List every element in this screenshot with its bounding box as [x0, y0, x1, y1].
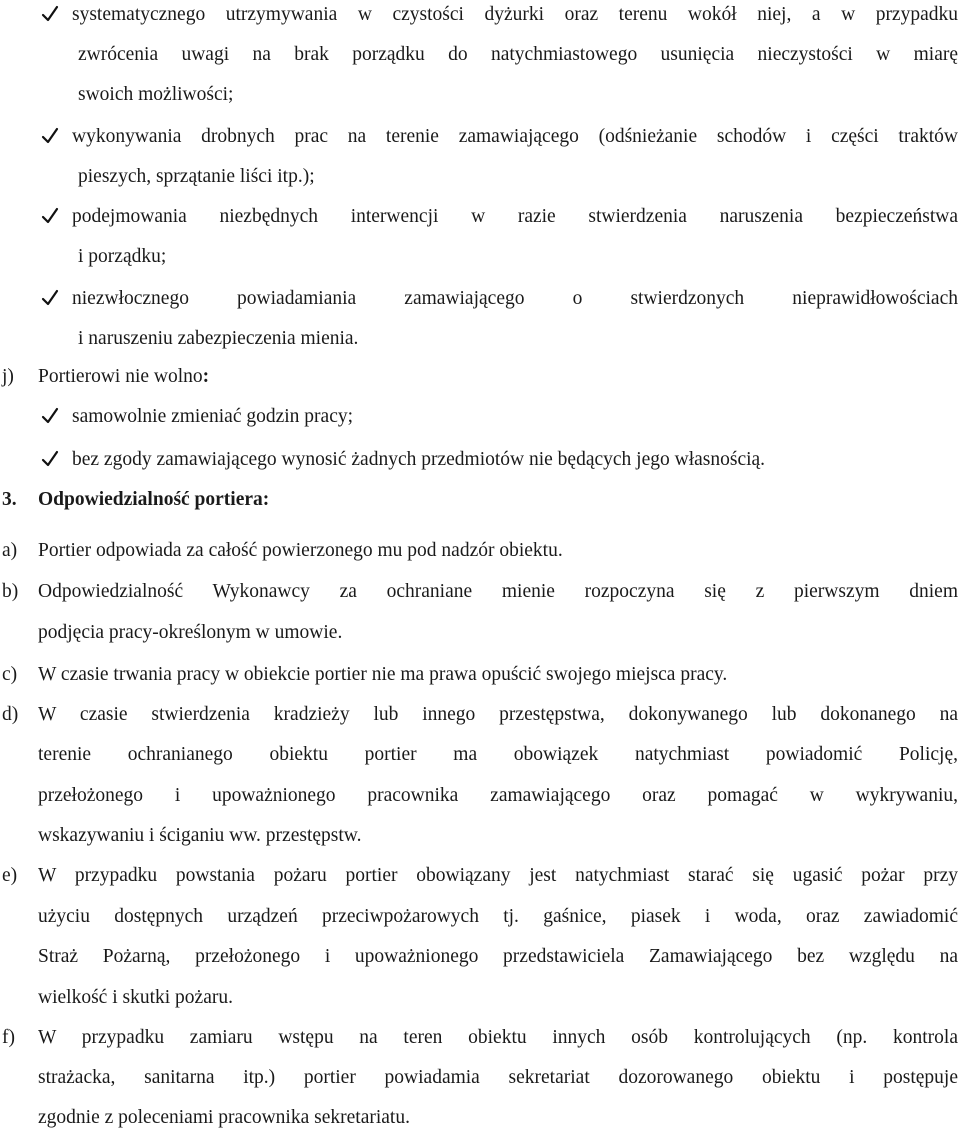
checklist-item-line: zwrócenia uwagi na brak porządku do natychmiastowego usunięcia nieczystości w miarę — [78, 44, 958, 65]
list-item-line: zgodnie z poleceniami pracownika sekretariatu. — [38, 1107, 410, 1128]
checklist-item-line: systematycznego utrzymywania w czystości dyżurki oraz terenu wokół niej, a w przypadku — [72, 4, 958, 25]
section-j-heading-text: Portierowi nie wolno — [38, 366, 203, 387]
checkmark-icon — [40, 288, 62, 310]
prohibition-item: bez zgody zamawiającego wynosić żadnych przedmiotów nie będących jego własnością. — [72, 449, 766, 470]
section-j-heading — [38, 356, 209, 398]
list-item-line: Straż Pożarną, przełożonego i upoważnionego przedstawiciela Zamawiającego bez względu na — [38, 946, 958, 967]
checklist-item-line: podejmowania niezbędnych interwencji w razie stwierdzenia naruszenia bezpieczeństwa — [72, 206, 958, 227]
list-marker-f: f) — [2, 1027, 15, 1048]
list-item-line: W przypadku zamiaru wstępu na teren obiektu innych osób kontrolujących (np. kontrola — [38, 1027, 958, 1048]
list-item-line: użyciu dostępnych urządzeń przeciwpożarowych tj. gaśnice, piasek i woda, oraz zawiadomić — [38, 906, 958, 927]
list-marker-a: a) — [2, 540, 18, 561]
checklist-item-line: pieszych, sprzątanie liści itp.); — [78, 166, 315, 187]
checklist-item-line: i porządku; — [78, 246, 167, 267]
checkmark-icon — [40, 4, 62, 26]
list-item-line: W czasie stwierdzenia kradzieży lub innego przestępstwa, dokonywanego lub dokonanego na — [38, 704, 958, 725]
list-marker-b: b) — [2, 581, 19, 602]
checkmark-icon — [40, 206, 62, 228]
list-item-line: wielkość i skutki pożaru. — [38, 987, 233, 1008]
prohibition-item: samowolnie zmieniać godzin pracy; — [72, 406, 354, 427]
checkmark-icon — [40, 126, 62, 148]
list-item-line: Portier odpowiada za całość powierzonego mu pod nadzór obiektu. — [38, 540, 563, 561]
list-item-line: Odpowiedzialność Wykonawcy za ochraniane mienie rozpoczyna się z pierwszym dniem — [38, 581, 958, 602]
list-marker-e: e) — [2, 865, 18, 886]
list-marker-c: c) — [2, 664, 18, 685]
list-item-line: podjęcia pracy-określonym w umowie. — [38, 622, 343, 643]
section-3-number: 3. — [2, 489, 17, 510]
checklist-item-line: i naruszeniu zabezpieczenia mienia. — [78, 328, 359, 349]
list-item-line: przełożonego i upoważnionego pracownika zamawiającego oraz pomagać w wykrywaniu, — [38, 785, 958, 806]
list-item-line: wskazywaniu i ściganiu ww. przestępstw. — [38, 825, 362, 846]
checklist-item-line: niezwłocznego powiadamiania zamawiającego o stwierdzonych nieprawidłowościach — [72, 288, 958, 309]
list-marker-j: j) — [2, 366, 14, 387]
list-item-line: strażacka, sanitarna itp.) portier powiadamia sekretariat dozorowanego obiektu i postępuje — [38, 1067, 958, 1088]
list-item-line: W czasie trwania pracy w obiekcie portier nie ma prawa opuścić swojego miejsca pracy. — [38, 664, 728, 685]
section-j-heading-colon: : — [202, 366, 210, 387]
list-item-line: W przypadku powstania pożaru portier obowiązany jest natychmiast starać się ugasić pożar przy — [38, 865, 958, 886]
list-item-line: terenie ochranianego obiektu portier ma obowiązek natychmiast powiadomić Policję, — [38, 744, 958, 765]
section-3-title: Odpowiedzialność portiera: — [38, 489, 270, 510]
list-marker-d: d) — [2, 704, 19, 725]
checklist-item-line: swoich możliwości; — [78, 84, 234, 105]
checkmark-icon — [40, 449, 62, 471]
checkmark-icon — [40, 406, 62, 428]
checklist-item-line: wykonywania drobnych prac na terenie zamawiającego (odśnieżanie schodów i części traktów — [72, 126, 958, 147]
